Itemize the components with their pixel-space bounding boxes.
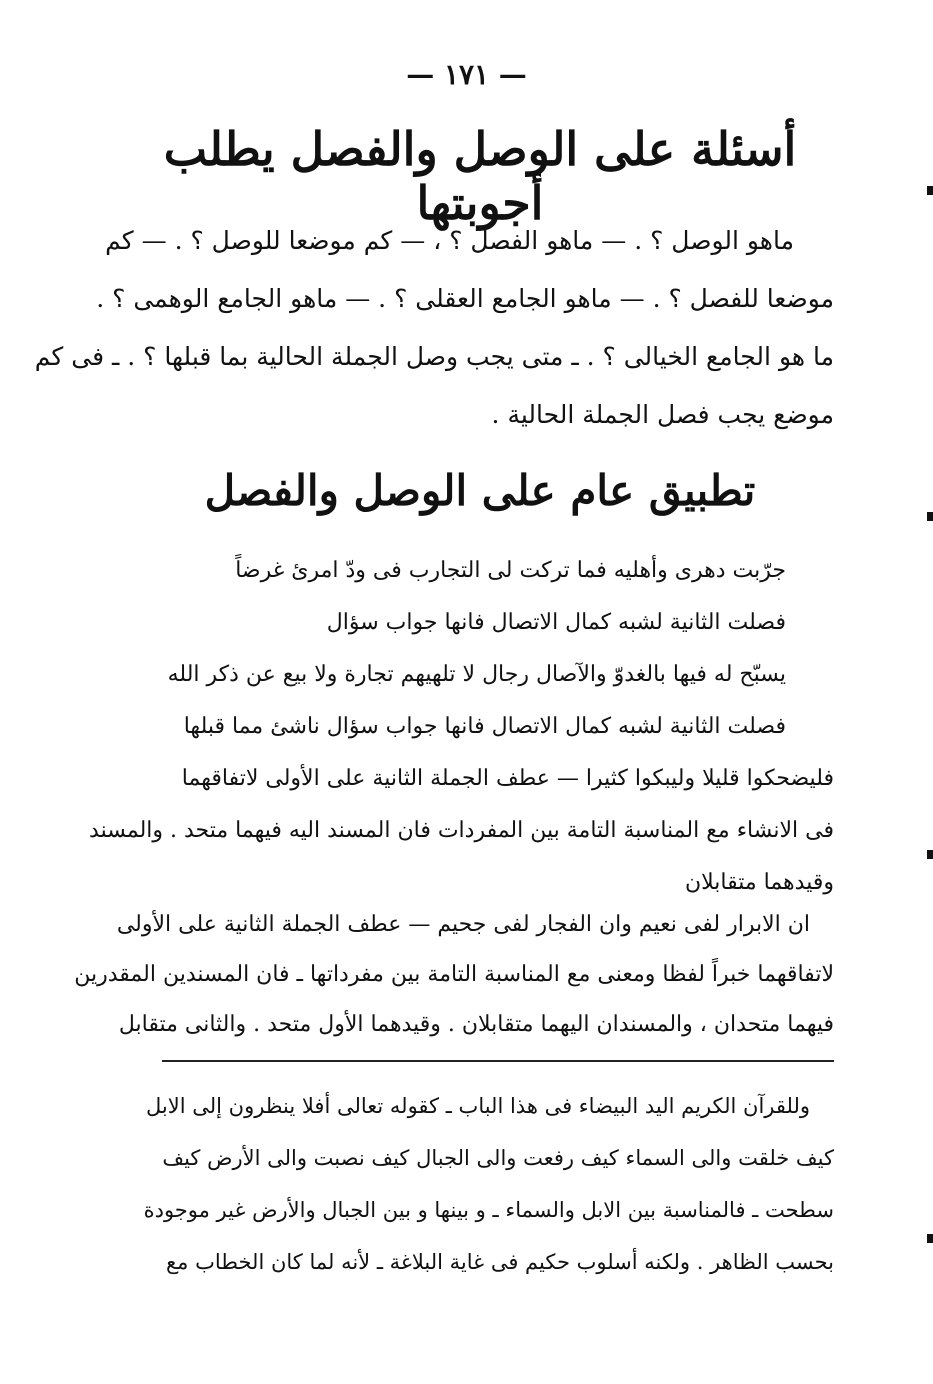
text-line: فليضحكوا قليلا وليبكوا كثيرا — عطف الجملة الثانية على الأولى لاتفاقهما — [181, 766, 834, 791]
scan-edge-mark — [927, 512, 933, 521]
footnote-divider — [162, 1060, 834, 1062]
scan-edge-mark — [927, 186, 933, 195]
verse-line: يسبّح له فيها بالغدوّ والآصال رجال لا تلهيهم تجارة ولا بيع عن ذكر الله — [167, 662, 786, 687]
text-line: فى الانشاء مع المناسبة التامة بين المفردات فان المسند اليه فيهما متحد . والمسند — [89, 818, 834, 843]
page-number: — ١٧١ — — [406, 58, 527, 91]
text-line: فصلت الثانية لشبه كمال الاتصال فانها جواب سؤال ناشئ مما قبلها — [183, 714, 786, 739]
text-line: موضع يجب فصل الجملة الحالية . — [491, 400, 834, 429]
scan-edge-mark — [927, 1234, 933, 1243]
footnote-line: سطحت ـ فالمناسبة بين الابل والسماء ـ و بينها و بين الجبال والأرض غير موجودة — [143, 1198, 834, 1222]
text-line: فصلت الثانية لشبه كمال الاتصال فانها جواب سؤال — [326, 610, 786, 635]
text-line: لاتفاقهما خبراً لفظا ومعنى مع المناسبة التامة بين مفرداتها ـ فان المسندين المقدرين — [74, 962, 834, 987]
footnote-line: وللقرآن الكريم اليد البيضاء فى هذا الباب ـ كقوله تعالى أفلا ينظرون إلى الابل — [146, 1094, 810, 1118]
text-line: وقيدهما متقابلان — [684, 870, 834, 895]
text-line: فيهما متحدان ، والمسندان اليهما متقابلان . وقيدهما الأول متحد . والثانى متقابل — [118, 1012, 834, 1037]
section-heading-questions: أسئلة على الوصل والفصل يطلب أجوبتها — [163, 122, 797, 230]
footnote-line: كيف خلقت والى السماء كيف رفعت والى الجبال كيف نصبت والى الأرض كيف — [162, 1146, 834, 1170]
questions-paragraph — [34, 212, 834, 444]
example-paragraph — [74, 900, 834, 1050]
section-heading-application: تطبيق عام على الوصل والفصل — [204, 466, 756, 515]
footnote-line: بحسب الظاهر . ولكنه أسلوب حكيم فى غاية البلاغة ـ لأنه لما كان الخطاب مع — [166, 1250, 834, 1274]
text-line: ماهو الوصل ؟ . — ماهو الفصل ؟ ، — كم موضعا للوصل ؟ . — كم — [105, 226, 794, 255]
text-line: ما هو الجامع الخيالى ؟ . ـ متى يجب وصل الجملة الحالية بما قبلها ؟ . ـ فى كم — [34, 342, 834, 371]
text-line: موضعا للفصل ؟ . — ماهو الجامع العقلى ؟ . — ماهو الجامع الوهمى ؟ . — [96, 284, 834, 313]
scan-edge-mark — [927, 850, 933, 859]
footnote — [143, 1080, 834, 1288]
text-line: ان الابرار لفى نعيم وان الفجار لفى جحيم — عطف الجملة الثانية على الأولى — [116, 912, 810, 937]
application-paragraph — [89, 545, 834, 909]
verse-line: جرّبت دهرى وأهليه فما تركت لى التجارب فى ودّ امرئ غرضاً — [235, 558, 786, 583]
